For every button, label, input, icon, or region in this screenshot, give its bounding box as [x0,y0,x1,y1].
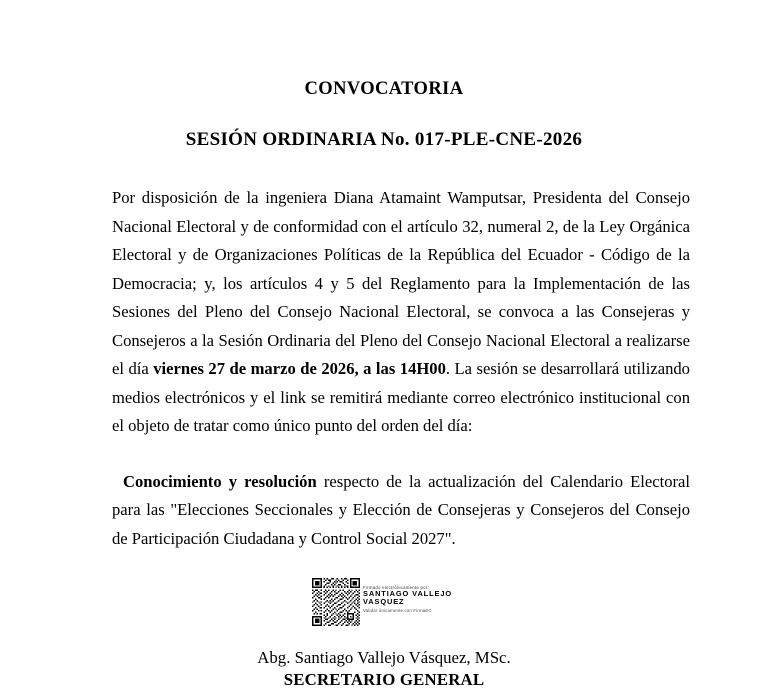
agenda-item-lead: Conocimiento y resolución [123,471,317,491]
agenda-item-text: respecto de la actualización del Calendario Electoral para las "Elecciones Seccionales y Elección de Consejeras y Consejeros del Consejo de Participación Ciudadana y Control Social 2027". [112,471,690,548]
qr-code-icon [312,578,360,626]
signature-stamp-text [363,578,452,613]
convocation-text-part1: Por disposición de la ingeniera Diana Atamaint Wamputsar, Presidenta del Consejo Nacional Electoral y de conformidad con el artículo 32, numeral 2, de la Ley Orgánica Electoral y de Organizaciones Políticas de la República del Ecuador - Código de la Democracia; y, los artículos 4 y 5 del Reglamento para la Implementación de las Sesiones del Pleno del Consejo Nacional Electoral, se convoca a las Consejeras y Consejeros a la Sesión Ordinaria del Pleno del Consejo Nacional Electoral a realizarse el día [112,188,690,378]
stamp-signer-name-line1: SANTIAGO VALLEJO [363,589,452,599]
convocation-paragraph [112,184,690,441]
document-subtitle-session-number: SESIÓN ORDINARIA No. 017-PLE-CNE-2026 [185,129,583,150]
signed-electronically-label: Firmado electrónicamente por: [363,585,429,590]
agenda-item-paragraph [112,468,690,554]
document-title: CONVOCATORIA [304,79,464,99]
footer-signer-name: Abg. Santiago Vallejo Vásquez, MSc. [257,648,511,667]
footer-signer-role: SECRETARIO GENERAL [283,670,485,689]
electronic-signature-stamp [312,578,452,626]
stamp-signer-name-line2: VASQUEZ [363,597,405,607]
convocation-text-part2: . La sesión se desarrollará utilizando medios electrónicos y el link se remitirá mediante correo electrónico institucional con el objeto de tratar como único punto del orden del día: [112,359,690,435]
footer-signature-block [0,647,768,691]
session-datetime: viernes 27 de marzo de 2026, a las 14H00 [153,359,446,378]
document-body [112,184,690,553]
signature-validation-note: Validar únicamente con FirmaEC [363,608,432,614]
